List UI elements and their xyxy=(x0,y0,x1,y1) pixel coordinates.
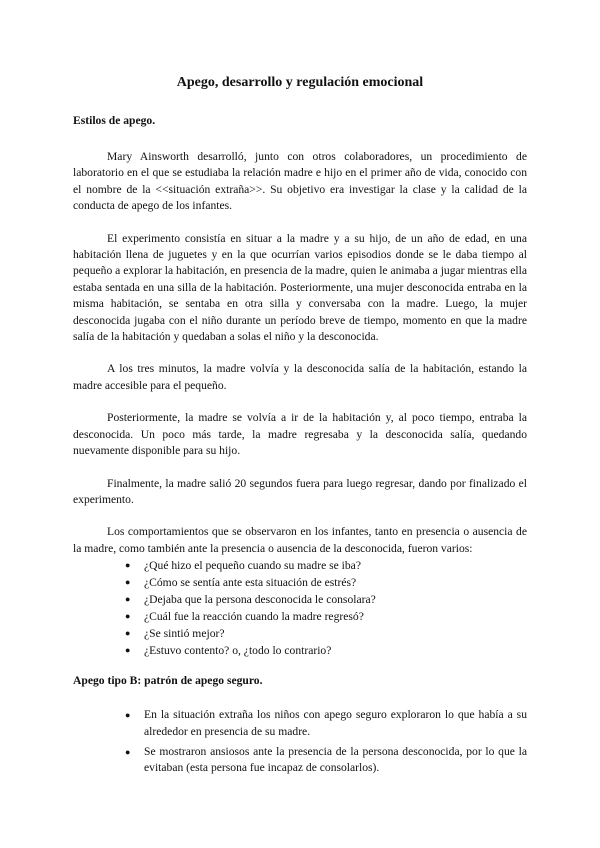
list-item-text: ¿Cómo se sentía ante esta situación de estrés? xyxy=(144,576,357,590)
document-page xyxy=(73,74,527,777)
list-item-text: ¿Se sintió mejor? xyxy=(144,627,225,641)
list-item xyxy=(73,642,527,659)
paragraph-experimento: El experimento consistía en situar a la madre y a su hijo, de un año de edad, en una habitación llena de juguetes y en la que ocurrían varios episodios donde se le daba tiempo al pequeño a explorar la habitación, en presencia de la madre, quien le animaba a jugar mientras ella estaba sentada en una silla de la habitación. Posteriormente, una mujer desconocida entraba en la misma habitación, se sentaba en otra silla y conversaba con la madre. Luego, la mujer desconocida jugaba con el niño durante un período breve de tiempo, momento en que la madre salía de la habitación y quedaban a solas el niño y la desconocida. xyxy=(73,231,527,344)
paragraph-tres-minutos: A los tres minutos, la madre volvía y la desconocida salía de la habitación, estando la madre accesible para el pequeño. xyxy=(73,362,527,392)
list-item-text: ¿Cuál fue la reacción cuando la madre regresó? xyxy=(144,610,364,624)
list-item-text: En la situación extraña los niños con apego seguro exploraron lo que había a su alrededor en presencia de su madre. xyxy=(144,708,527,738)
bullet-icon: ● xyxy=(125,560,131,571)
bullet-icon: ● xyxy=(125,746,131,757)
list-item xyxy=(73,557,527,574)
paragraph-posteriormente: Posteriormente, la madre se volvía a ir de la habitación y, al poco tiempo, entraba la desconocida. Un poco más tarde, la madre regresaba y la desconocida salía, quedando nuevamente disponible para su hijo. xyxy=(73,411,527,458)
questions-list xyxy=(73,557,527,659)
bullet-icon: ● xyxy=(125,594,131,605)
list-item xyxy=(73,625,527,642)
section-heading-estilos: Estilos de apego. xyxy=(73,114,156,127)
list-item xyxy=(73,608,527,625)
paragraph-finalmente: Finalmente, la madre salió 20 segundos fuera para luego regresar, dando por finalizado el experimento. xyxy=(73,476,527,506)
list-item xyxy=(73,574,527,591)
apego-seguro-list xyxy=(73,707,527,777)
list-item-text: ¿Qué hizo el pequeño cuando su madre se iba? xyxy=(144,559,361,573)
paragraph-ainsworth: Mary Ainsworth desarrolló, junto con otros colaboradores, un procedimiento de laboratorio en el que se estudiaba la relación madre e hijo en el primer año de vida, conocido con el nombre de la <<situación extraña>>. Su objetivo era investigar la clase y la calidad de la conducta de apego de los infantes. xyxy=(73,150,527,213)
bullet-icon: ● xyxy=(125,577,131,588)
list-item-text: ¿Estuvo contento? o, ¿todo lo contrario? xyxy=(144,644,332,658)
bullet-icon: ● xyxy=(125,628,131,639)
list-item xyxy=(73,707,527,740)
list-item xyxy=(73,744,527,777)
section-heading-apego-b: Apego tipo B: patrón de apego seguro. xyxy=(73,674,263,688)
list-item-text: Se mostraron ansiosos ante la presencia de la persona desconocida, por lo que la evitaban (esta persona fue incapaz de consolarlos). xyxy=(144,744,527,775)
paragraph-comportamientos: Los comportamientos que se observaron en los infantes, tanto en presencia o ausencia de la madre, como también ante la presencia o ausencia de la desconocida, fueron varios: xyxy=(73,525,527,555)
document-title: Apego, desarrollo y regulación emocional xyxy=(176,75,424,90)
list-item-text: ¿Dejaba que la persona desconocida le consolara? xyxy=(144,593,376,607)
bullet-icon: ● xyxy=(125,710,131,721)
list-item xyxy=(73,591,527,608)
bullet-icon: ● xyxy=(125,645,131,656)
bullet-icon: ● xyxy=(125,611,131,622)
